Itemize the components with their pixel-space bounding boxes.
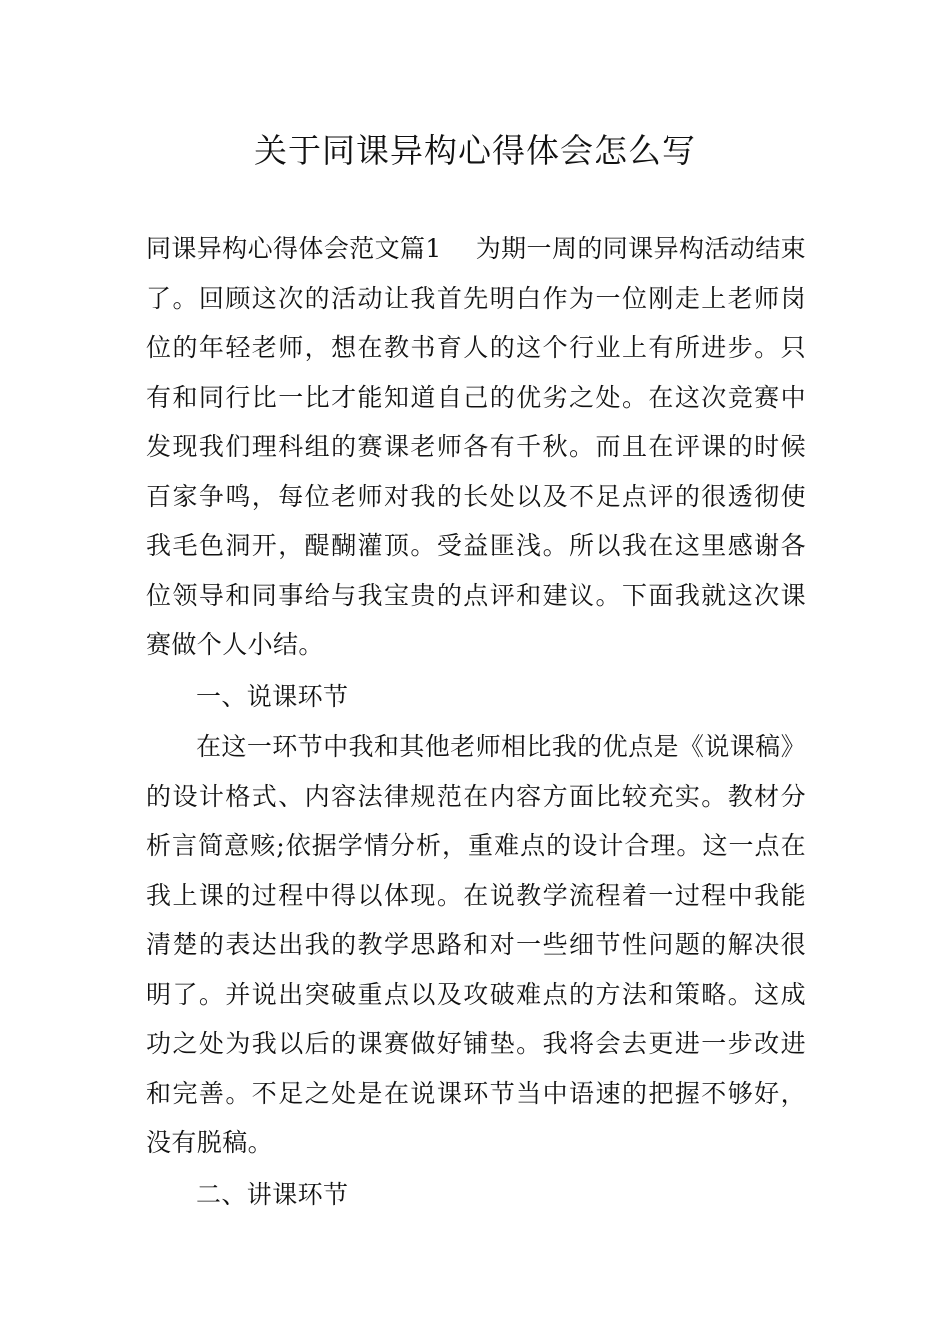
- paragraph-intro-text: 为期一周的同课异构活动结束了。回顾这次的活动让我首先明白作为一位刚走上老师岗位的年轻老师，想在教书育人的这个行业上有所进步。只有和同行比一比才能知道自己的优劣之处。在这次竞赛中发现我们理科组的赛课老师各有千秋。而且在评课的时候百家争鸣，每位老师对我的长处以及不足点评的很透彻使我毛色洞开，醍醐灌顶。受益匪浅。所以我在这里感谢各位领导和同事给与我宝贵的点评和建议。下面我就这次课赛做个人小结。: [146, 234, 806, 659]
- section-heading-teaching: 二、讲课环节: [196, 1180, 349, 1209]
- paragraph-intro: [146, 224, 806, 670]
- paragraph-lecture-explanation: 在这一环节中我和其他老师相比我的优点是《说课稿》的设计格式、内容法律规范在内容方面比较充实。教材分析言简意赅;依据学情分析，重难点的设计合理。这一点在我上课的过程中得以体现。在说教学流程着一过程中我能清楚的表达出我的教学思路和对一些细节性问题的解决很明了。并说出突破重点以及攻破难点的方法和策略。这成功之处为我以后的课赛做好铺垫。我将会去更进一步改进和完善。不足之处是在说课环节当中语速的把握不够好，没有脱稿。: [146, 732, 806, 1157]
- document-title: 关于同课异构心得体会怎么写: [254, 131, 696, 170]
- paragraph-intro-lead: 同课异构心得体会范文篇1: [146, 234, 442, 263]
- section-heading-lecture-explanation: 一、说课环节: [196, 682, 349, 711]
